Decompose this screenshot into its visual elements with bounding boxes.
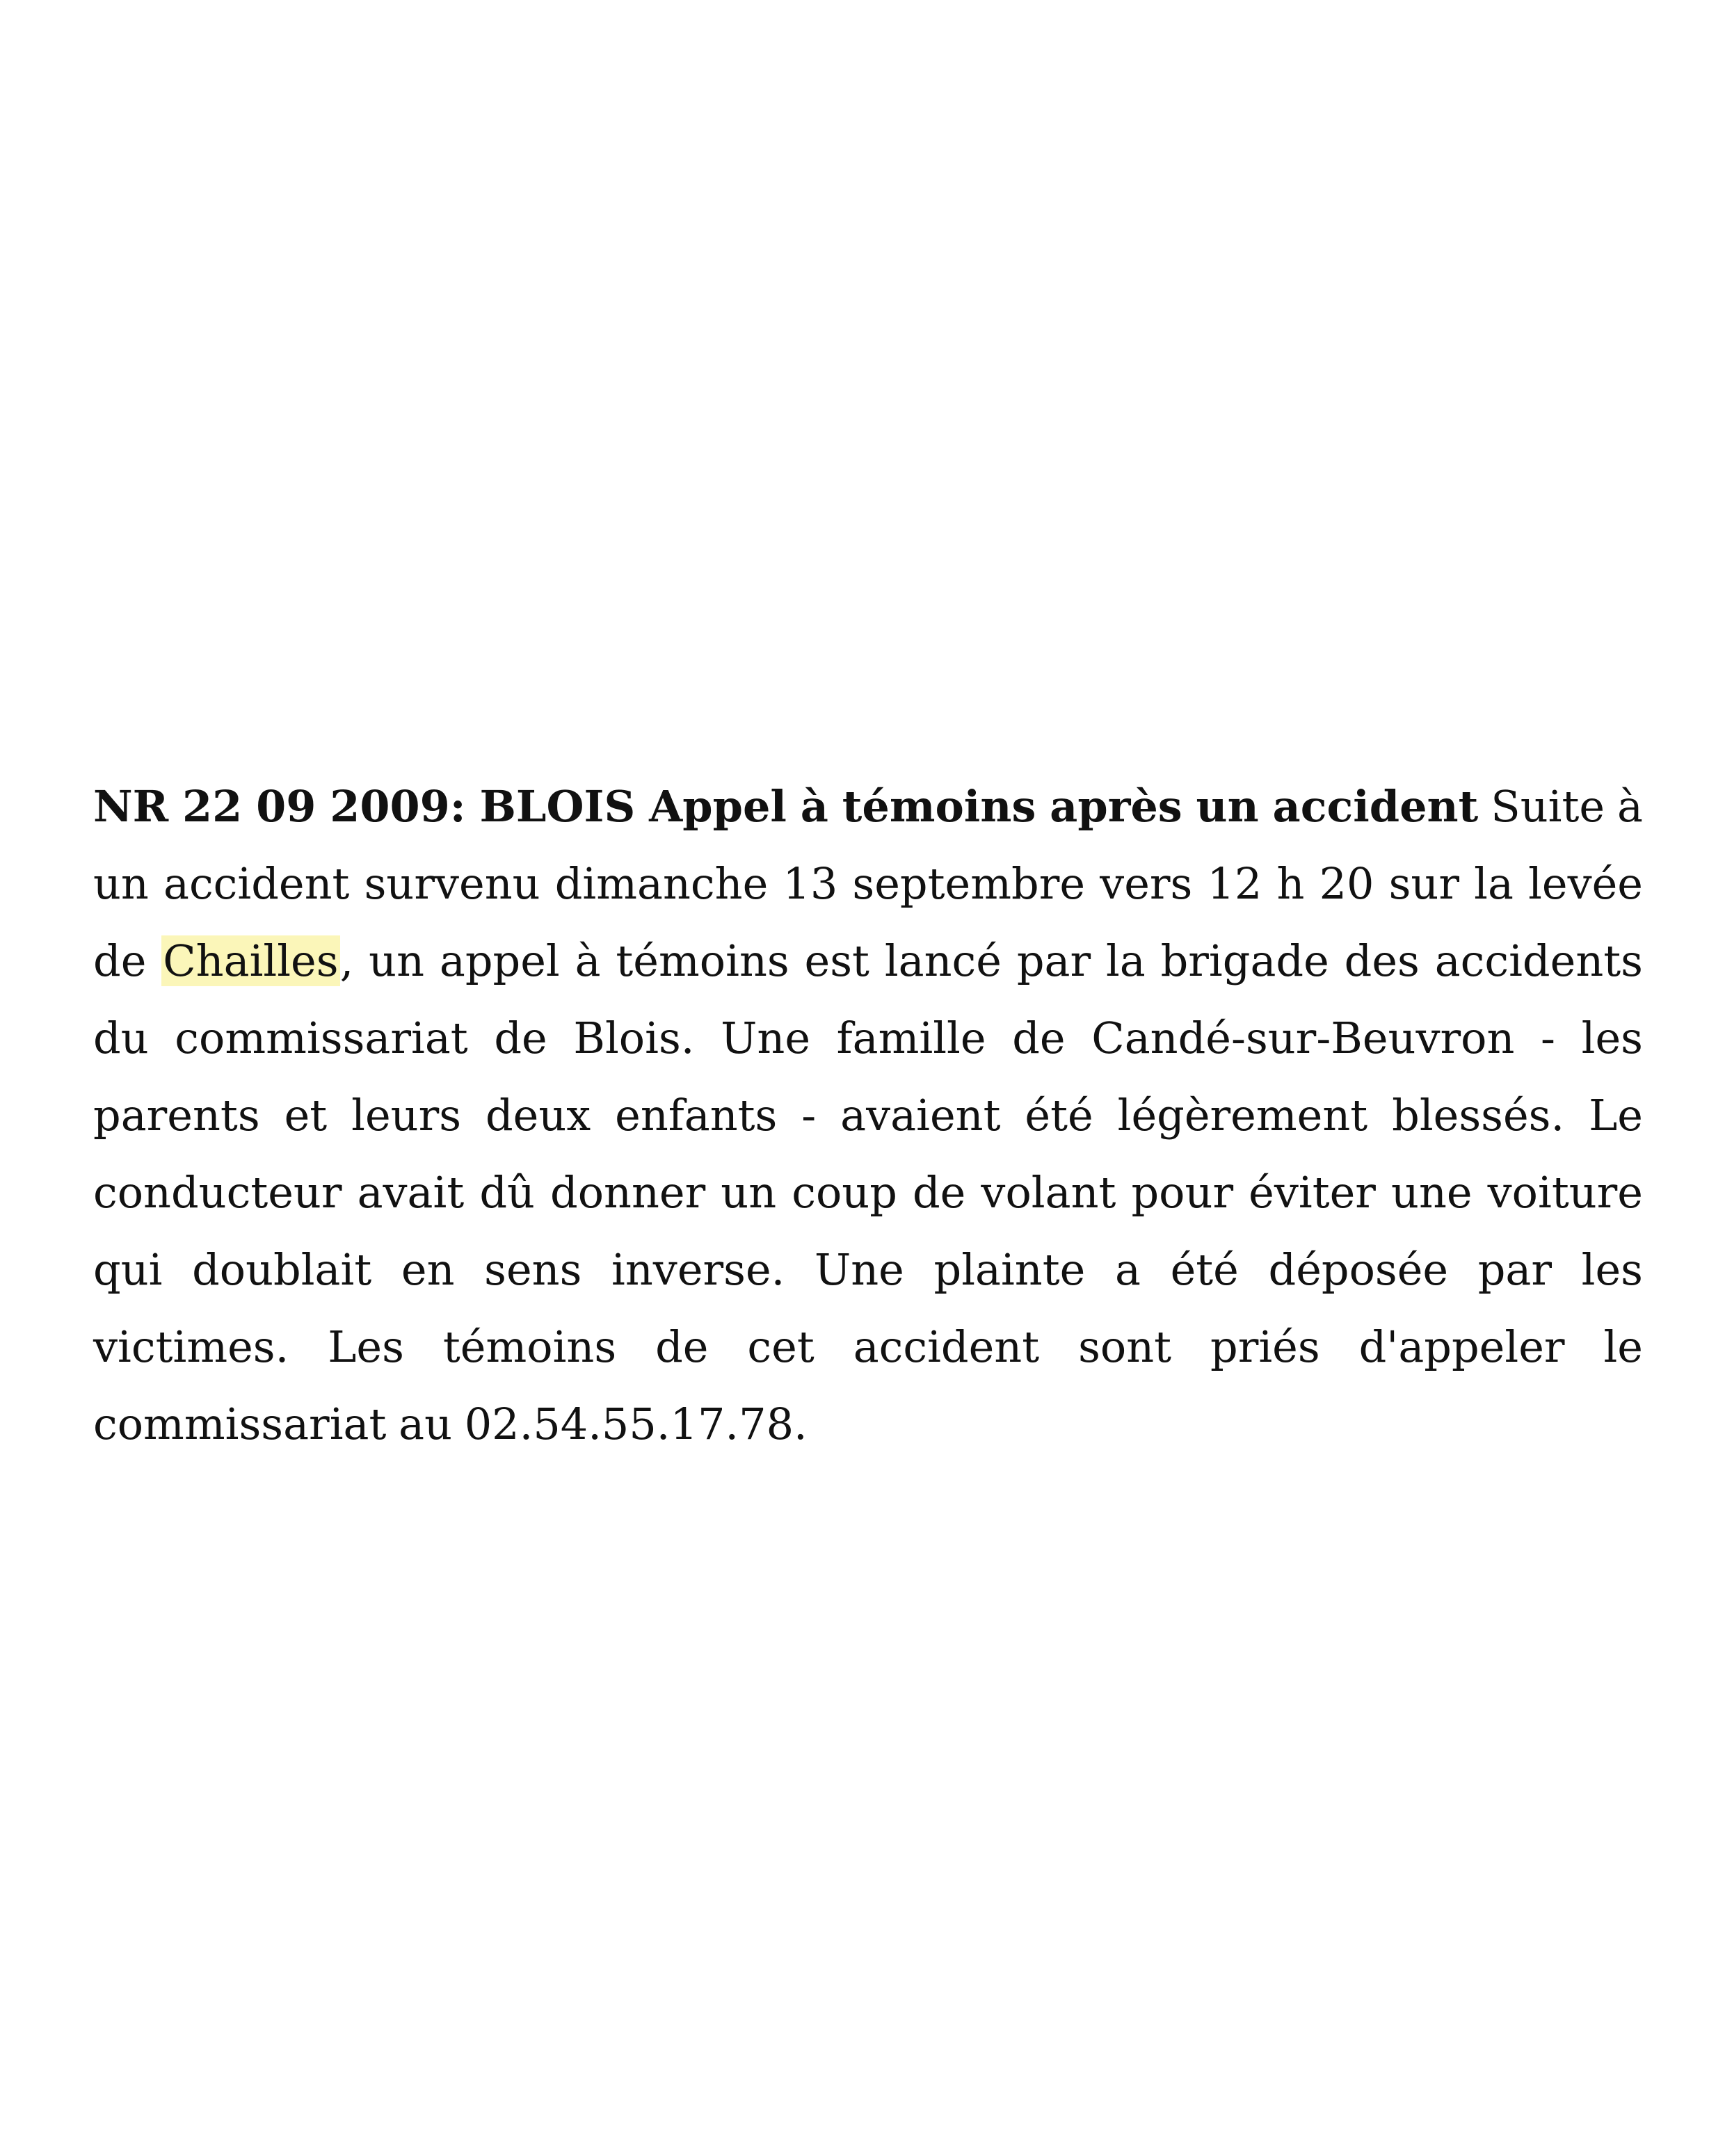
article-headline: NR 22 09 2009: BLOIS Appel à témoins après un accident bbox=[93, 781, 1479, 832]
highlighted-place-name: Chailles bbox=[163, 935, 339, 986]
article-body-start: Suite à un accident survenu dimanche 13 septembre vers 12 h 20 sur la levée de bbox=[93, 781, 1643, 986]
article-body-rest: , un appel à témoins est lancé par la brigade des accidents du commissariat de Blois. Une famille de Candé-sur-Beuvron - les parents et leurs deux enfants - avaient été légèrement blessés. Le conducteur avait dû donner un coup de volant pour éviter une voiture qui doublait en sens inverse. Une plainte a été déposée par les victimes. Les témoins de cet accident sont priés d'appeler le commissariat au 02.54.55.17.78. bbox=[93, 935, 1643, 1449]
article-paragraph bbox=[93, 768, 1643, 1463]
